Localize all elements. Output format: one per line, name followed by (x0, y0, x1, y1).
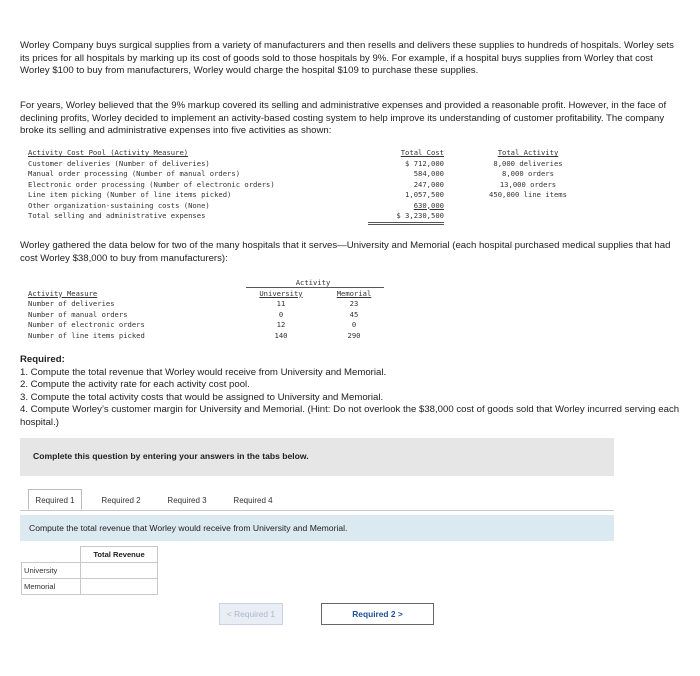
hospital-header-university: University (259, 288, 303, 298)
required-item: 2. Compute the activity rate for each activity cost pool. (20, 379, 250, 390)
answer-row (22, 579, 158, 595)
pool-cost: 584,000 (413, 169, 444, 178)
pool-row (28, 190, 628, 201)
tab-required-4[interactable]: Required 4 (233, 496, 273, 505)
answer-cell (81, 563, 158, 579)
required-item: 4. Compute Worley’s customer margin for University and Memorial. (Hint: Do not overlook the $38,000 cost of goods sold that Worley incurred serving each hospital.) (20, 404, 680, 428)
pool-name: Line item picking (Number of line items picked) (28, 190, 232, 199)
activity-cost-pool-table (28, 148, 628, 222)
pool-activity: 8,000 orders (502, 169, 554, 178)
pool-name: Electronic order processing (Number of electronic orders) (28, 179, 275, 189)
pool-total-row (28, 211, 628, 222)
hospital-row (28, 331, 388, 342)
pool-activity: 450,000 line items (489, 190, 567, 199)
pool-cost: 247,000 (413, 179, 444, 189)
hospital-memorial-value: 45 (349, 309, 359, 319)
pool-activity: 8,000 deliveries (493, 158, 563, 168)
hospital-header-memorial: Memorial (336, 288, 372, 298)
pool-total-label: Total selling and administrative expenses (28, 211, 206, 220)
instructions-banner (20, 438, 614, 476)
required-title: Required: (20, 354, 65, 365)
hospital-university-value: 0 (278, 309, 284, 319)
pool-row (28, 169, 628, 180)
hospital-row (28, 299, 388, 310)
pool-name: Other organization-sustaining costs (None) (28, 200, 210, 210)
pool-row (28, 201, 628, 212)
pool-cost: 1,057,500 (405, 190, 444, 199)
intro-paragraph-1: Worley Company buys surgical supplies from a variety of manufacturers and then resells and delivers these supplies to hundreds of hospitals. Worley sets its prices for all hospitals by marking up its cost of goods sold to those hospitals by 9%. For example, if a hospital buys supplies from Worley that cost Worley $100 to buy from manufacturers, Worley would charge the hospital $109 to purchase these supplies. (20, 40, 674, 76)
answer-row-label: University (22, 563, 81, 579)
hospital-memorial-value: 0 (351, 320, 357, 329)
answer-header-row (22, 547, 158, 563)
pool-row (28, 159, 628, 170)
pool-name: Manual order processing (Number of manual orders) (28, 169, 241, 178)
answer-row (22, 563, 158, 579)
hospital-measure: Number of line items picked (28, 330, 145, 340)
hospital-university-value: 12 (276, 320, 286, 329)
memorial-revenue-input[interactable] (81, 579, 155, 594)
pool-activity: 13,000 orders (499, 179, 557, 189)
tab-required-1[interactable]: Required 1 (28, 489, 82, 510)
pool-header-activity-total: Total Activity (497, 148, 559, 157)
pool-header-cost: Total Cost (400, 148, 444, 157)
instructions-text: Complete this question by entering your answers in the tabs below. (33, 451, 309, 461)
pool-row (28, 180, 628, 191)
tab-required-2[interactable]: Required 2 (101, 496, 141, 505)
answer-header-blank (22, 547, 81, 563)
pool-header-row (28, 148, 628, 159)
hospital-group-header-row (28, 278, 388, 289)
next-required-button[interactable]: Required 2 > (321, 603, 434, 625)
hospital-university-value: 11 (276, 299, 286, 308)
hospital-measure: Number of deliveries (28, 299, 115, 308)
hospital-memorial-value: 290 (347, 330, 361, 340)
hospital-row (28, 320, 388, 331)
tab-required-3[interactable]: Required 3 (167, 496, 207, 505)
question-prompt (20, 515, 614, 541)
hospital-measure: Number of manual orders (28, 309, 128, 319)
answer-table (21, 546, 158, 595)
hospital-header-measure: Activity Measure (28, 288, 98, 298)
hospital-memorial-value: 23 (349, 299, 359, 308)
answer-header-total-revenue: Total Revenue (81, 547, 158, 563)
hospital-university-value: 140 (274, 330, 288, 340)
hospital-header-row (28, 289, 388, 300)
answer-cell (81, 579, 158, 595)
middle-paragraph: Worley gathered the data below for two of the many hospitals that it serves—University and Memorial (each hospital purchased medical supplies that had cost Worley $38,000 to buy from manufacturers): (20, 240, 671, 264)
university-revenue-input[interactable] (81, 563, 155, 578)
question-prompt-text: Compute the total revenue that Worley would receive from University and Memorial. (29, 523, 348, 533)
pool-cost: $ 712,000 (405, 158, 444, 168)
required-item: 1. Compute the total revenue that Worley would receive from University and Memorial. (20, 366, 387, 378)
hospital-activity-table (28, 278, 388, 341)
previous-required-button[interactable]: < Required 1 (219, 603, 283, 625)
hospital-row (28, 310, 388, 321)
pool-total-cost: $ 3,230,500 (368, 211, 444, 225)
hospital-measure: Number of electronic orders (28, 320, 145, 329)
pool-name: Customer deliveries (Number of deliveries) (28, 158, 210, 168)
required-section (20, 354, 680, 429)
hospital-group-header: Activity (295, 278, 331, 287)
answer-row-label: Memorial (22, 579, 81, 595)
required-item: 3. Compute the total activity costs that would be assigned to University and Memorial. (20, 391, 384, 403)
pool-cost: 630,000 (413, 200, 444, 210)
intro-paragraph-2: For years, Worley believed that the 9% markup covered its selling and administrative expenses and provided a reasonable profit. However, in the face of declining profits, Worley decided to implement an activity-based costing system to help improve its understanding of customer profitability. The company broke its selling and administrative expenses into five activities as shown: (20, 100, 667, 136)
pool-header-activity: Activity Cost Pool (Activity Measure) (28, 148, 189, 157)
